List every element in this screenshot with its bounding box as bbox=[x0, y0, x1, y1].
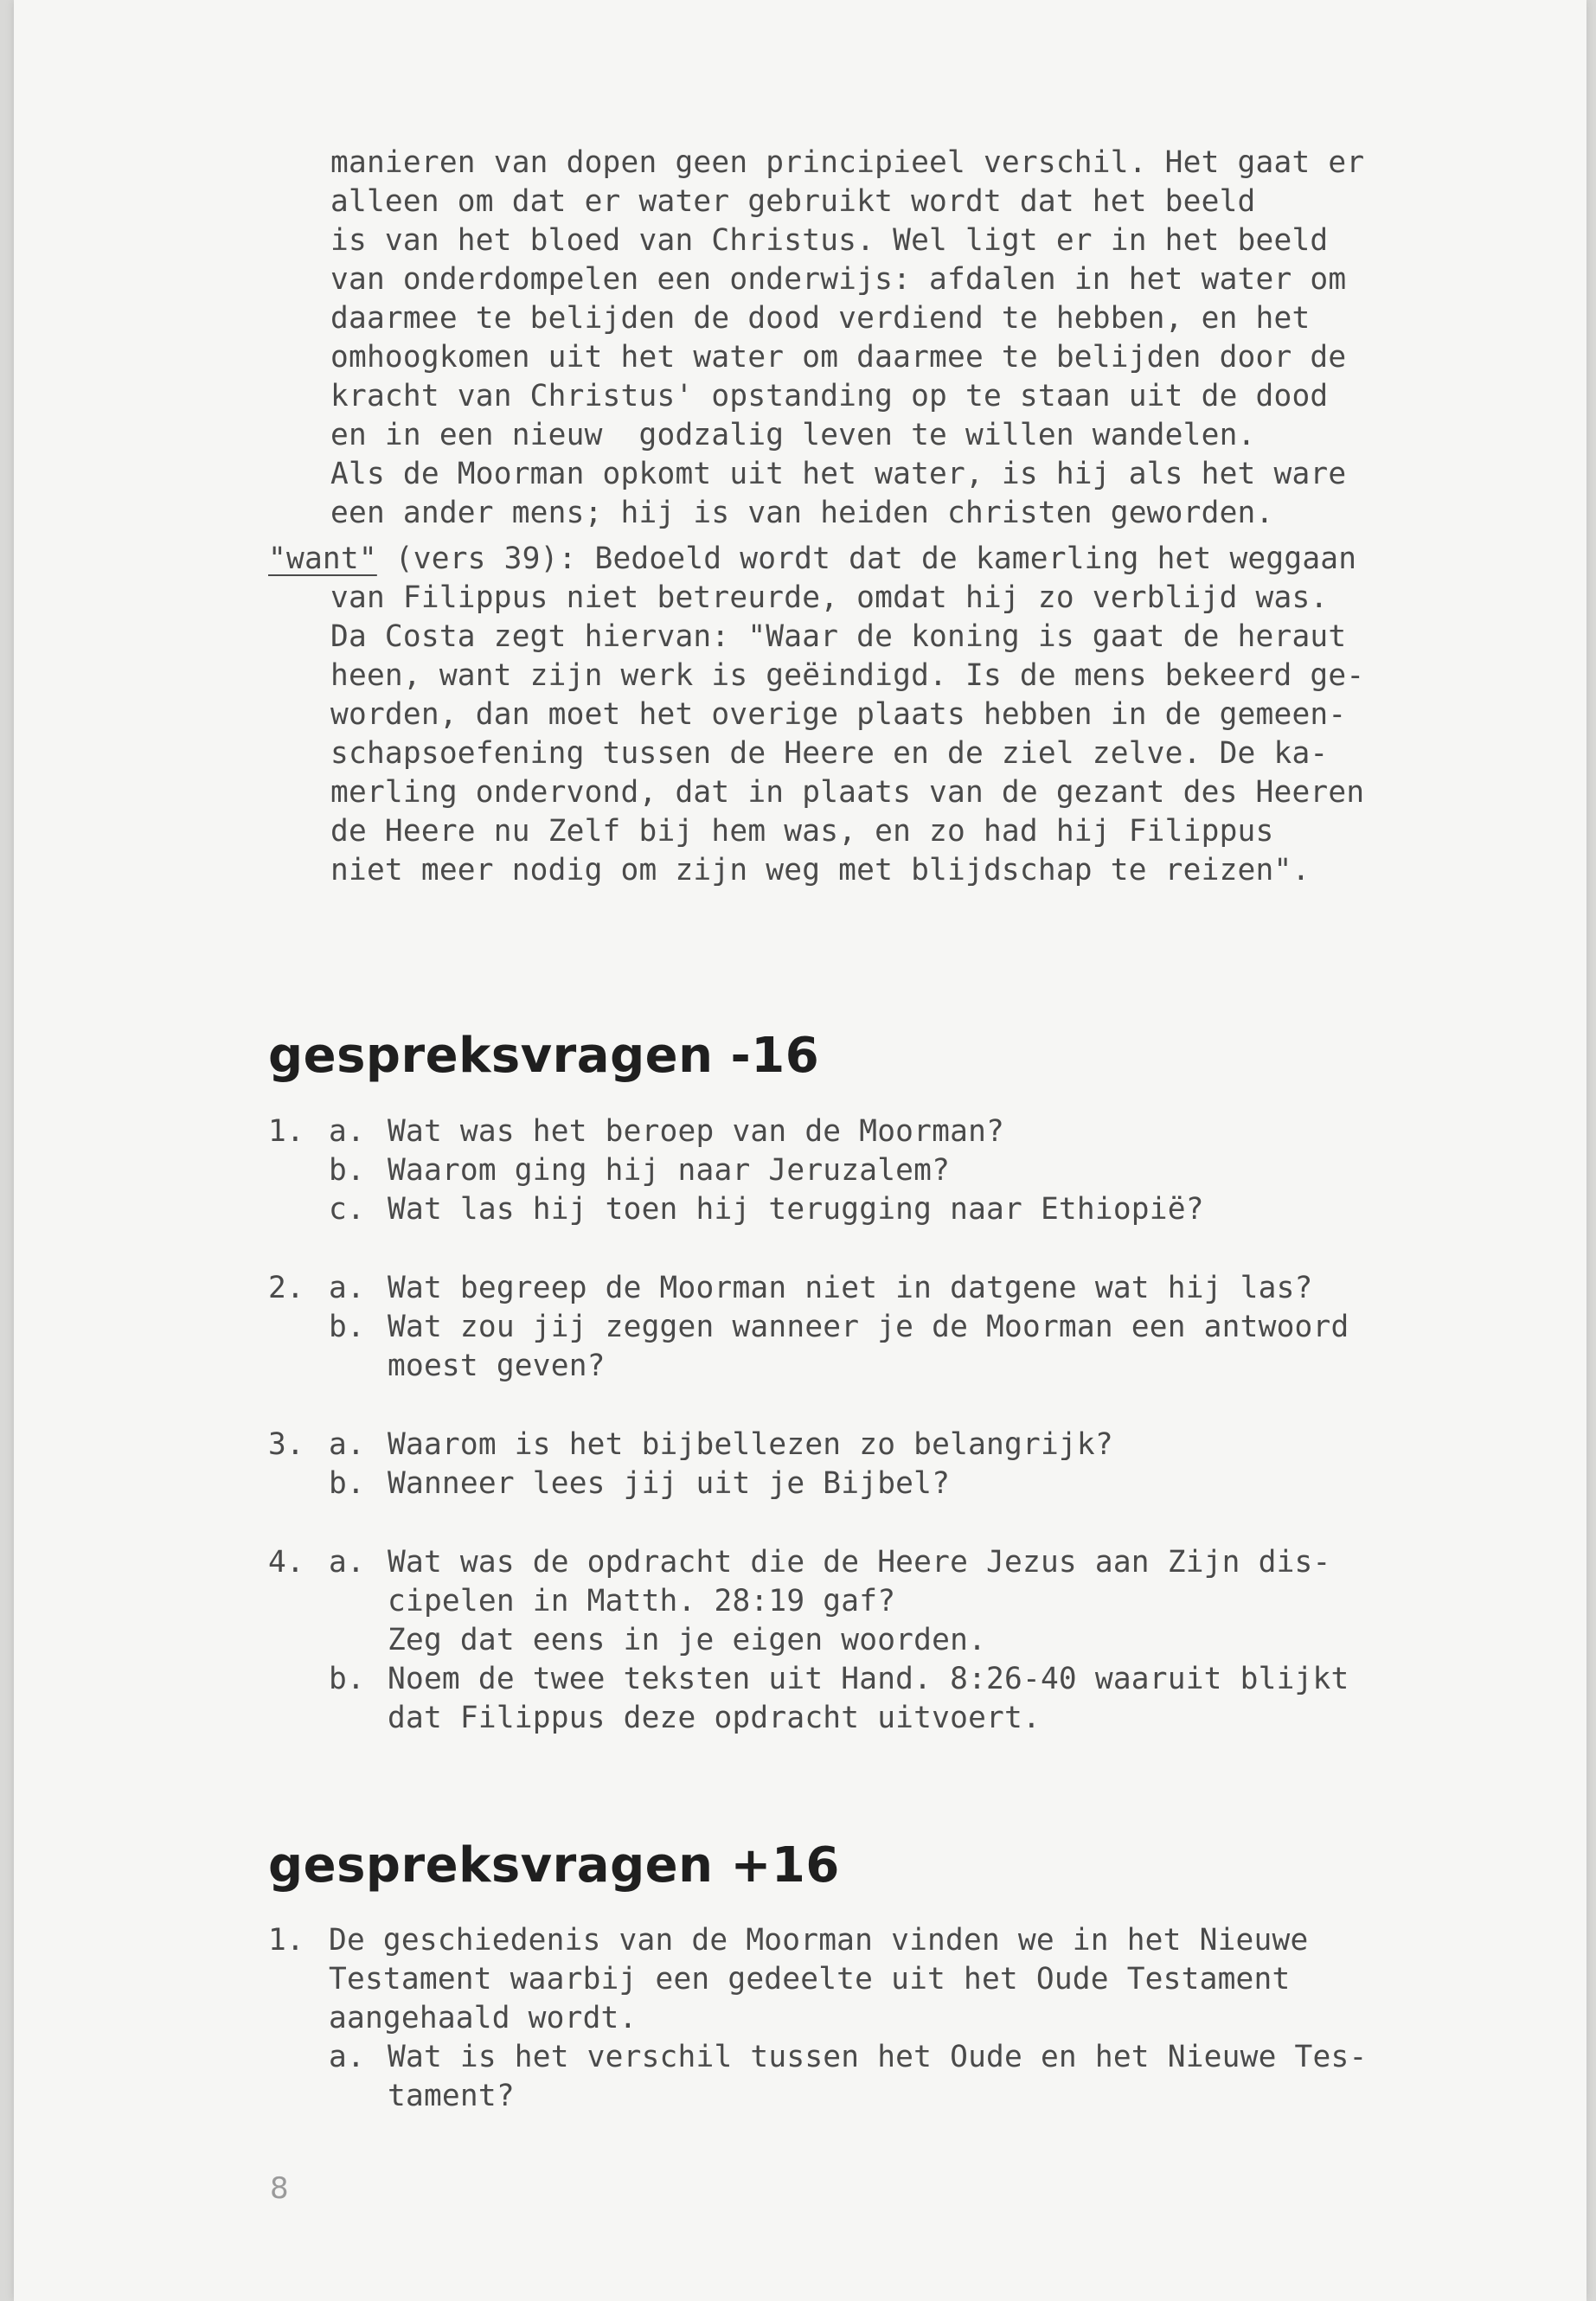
body-line: kracht van Christus' opstanding op te staan uit de dood bbox=[330, 379, 1329, 413]
question-letter: a. bbox=[329, 1427, 365, 1462]
question-text: moest geven? bbox=[388, 1349, 606, 1383]
question-letter: c. bbox=[329, 1192, 365, 1227]
question-number: 1. bbox=[268, 1114, 304, 1149]
question-letter: a. bbox=[329, 1545, 365, 1580]
question-text: Zeg dat eens in je eigen woorden. bbox=[388, 1623, 987, 1657]
question-number: 3. bbox=[268, 1427, 304, 1462]
body-line: een ander mens; hij is van heiden christen geworden. bbox=[330, 496, 1274, 530]
question-letter: b. bbox=[329, 1153, 365, 1188]
body-line: schapsoefening tussen de Heere en de ziel zelve. De ka- bbox=[330, 736, 1329, 771]
question-text: dat Filippus deze opdracht uitvoert. bbox=[388, 1701, 1041, 1735]
question-text: Noem de twee teksten uit Hand. 8:26-40 waaruit blijkt bbox=[388, 1662, 1349, 1696]
body-line: de Heere nu Zelf bij hem was, en zo had hij Filippus bbox=[330, 814, 1274, 849]
question-text: cipelen in Matth. 28:19 gaf? bbox=[388, 1584, 896, 1618]
question-text: Wat was de opdracht die de Heere Jezus aan Zijn dis- bbox=[388, 1545, 1331, 1580]
want-keyword: "want" bbox=[268, 542, 377, 576]
question-letter: a. bbox=[329, 1114, 365, 1149]
section-heading-minus16: gespreksvragen -16 bbox=[268, 1028, 820, 1084]
question-letter: a. bbox=[329, 1271, 365, 1305]
question-text: Wat zou jij zeggen wanneer je de Moorman een antwoord bbox=[388, 1310, 1349, 1344]
question-number: 1. bbox=[268, 1923, 304, 1958]
body-line: daarmee te belijden de dood verdiend te hebben, en het bbox=[330, 301, 1311, 336]
question-letter: b. bbox=[329, 1662, 365, 1696]
question-text: Testament waarbij een gedeelte uit het Oude Testament bbox=[329, 1962, 1291, 1997]
body-line: is van het bloed van Christus. Wel ligt er in het beeld bbox=[330, 223, 1329, 258]
body-line: Als de Moorman opkomt uit het water, is hij als het ware bbox=[330, 457, 1347, 491]
body-line: worden, dan moet het overige plaats hebben in de gemeen- bbox=[330, 697, 1347, 732]
question-text: Waarom ging hij naar Jeruzalem? bbox=[388, 1153, 951, 1188]
question-text: Wat is het verschil tussen het Oude en het Nieuwe Tes- bbox=[388, 2040, 1368, 2074]
question-number: 4. bbox=[268, 1545, 304, 1580]
body-line: Da Costa zegt hiervan: "Waar de koning is gaat de heraut bbox=[330, 619, 1347, 654]
body-line: en in een nieuw godzalig leven te willen wandelen. bbox=[330, 418, 1256, 452]
body-line: manieren van dopen geen principieel verschil. Het gaat er bbox=[330, 145, 1365, 180]
body-line: alleen om dat er water gebruikt wordt dat het beeld bbox=[330, 184, 1256, 219]
question-text: Wanneer lees jij uit je Bijbel? bbox=[388, 1466, 951, 1501]
question-text: Wat begreep de Moorman niet in datgene wat hij las? bbox=[388, 1271, 1313, 1305]
question-text: De geschiedenis van de Moorman vinden we in het Nieuwe bbox=[329, 1923, 1309, 1958]
body-line: van onderdompelen een onderwijs: afdalen in het water om bbox=[330, 262, 1347, 297]
body-line: van Filippus niet betreurde, omdat hij zo verblijd was. bbox=[330, 580, 1329, 615]
want-commentary-line bbox=[268, 540, 1356, 579]
document-page bbox=[14, 0, 1586, 2301]
question-text: tament? bbox=[388, 2079, 515, 2113]
question-text: Wat las hij toen hij terugging naar Ethiopië? bbox=[388, 1192, 1204, 1227]
question-text: Wat was het beroep van de Moorman? bbox=[388, 1114, 1005, 1149]
question-letter: b. bbox=[329, 1466, 365, 1501]
body-line: omhoogkomen uit het water om daarmee te belijden door de bbox=[330, 340, 1347, 375]
body-line: niet meer nodig om zijn weg met blijdschap te reizen". bbox=[330, 853, 1311, 888]
body-line: merling ondervond, dat in plaats van de gezant des Heeren bbox=[330, 775, 1365, 810]
question-letter: b. bbox=[329, 1310, 365, 1344]
question-letter: a. bbox=[329, 2040, 365, 2074]
want-commentary-text: (vers 39): Bedoeld wordt dat de kamerling het weggaan bbox=[376, 542, 1357, 576]
body-line: heen, want zijn werk is geëindigd. Is de mens bekeerd ge- bbox=[330, 658, 1365, 693]
question-text: aangehaald wordt. bbox=[329, 2001, 638, 2035]
section-heading-plus16: gespreksvragen +16 bbox=[268, 1837, 840, 1894]
question-number: 2. bbox=[268, 1271, 304, 1305]
page-number: 8 bbox=[270, 2171, 289, 2206]
question-text: Waarom is het bijbellezen zo belangrijk? bbox=[388, 1427, 1113, 1462]
